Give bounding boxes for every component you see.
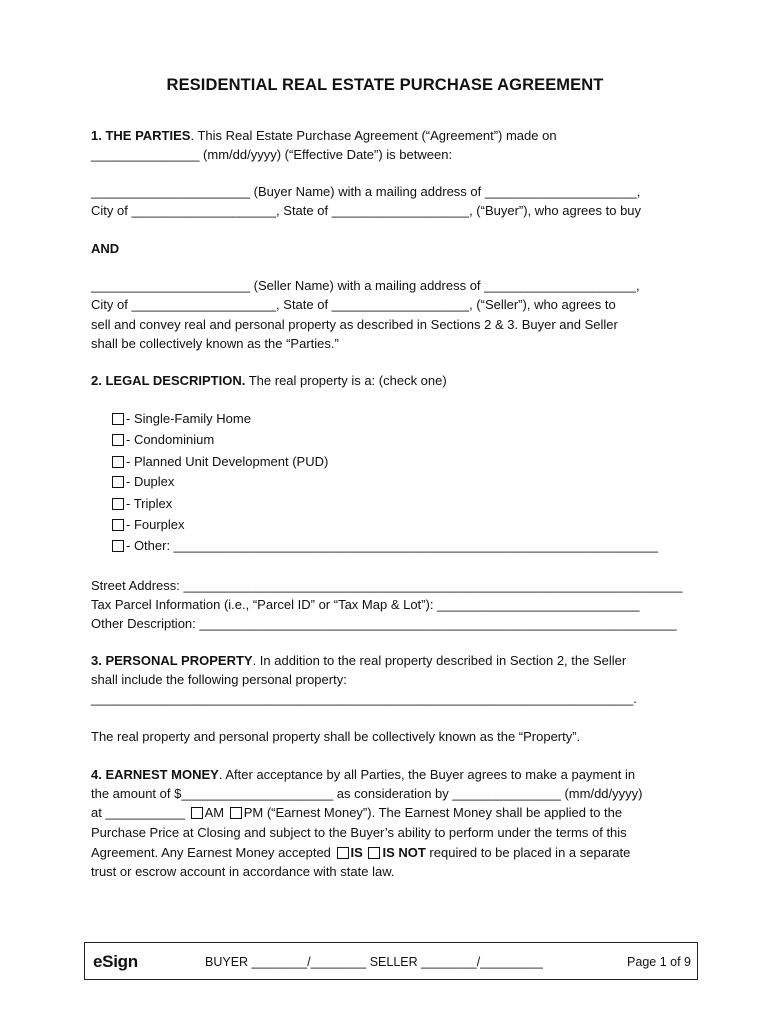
section-2-text: The real property is a: (check one) xyxy=(245,373,447,388)
street-address-field[interactable]: Street Address: _____________________________________________________________________ xyxy=(91,578,683,593)
seller-line-4: shall be collectively known as the “Parties.” xyxy=(91,336,339,351)
option-label: - Duplex xyxy=(126,474,175,489)
option-condominium[interactable] xyxy=(112,432,214,448)
section-4-line-3 xyxy=(91,805,622,821)
page-number: Page 1 of 9 xyxy=(627,955,691,969)
section-1-line-2: _______________ (mm/dd/yyyy) (“Effective Date”) is between: xyxy=(91,147,453,162)
is-label: IS xyxy=(350,845,363,860)
section-4-line-2: the amount of $_____________________ as consideration by _______________ (mm/dd/yyyy) xyxy=(91,786,643,801)
option-triplex[interactable] xyxy=(112,496,172,512)
section-2-heading: 2. LEGAL DESCRIPTION. xyxy=(91,373,246,388)
checkbox[interactable] xyxy=(112,498,124,510)
option-duplex[interactable] xyxy=(112,474,174,490)
buyer-line-1: ______________________ (Buyer Name) with a mailing address of _____________________, xyxy=(91,184,641,199)
pm-label: PM (“Earnest Money”). The Earnest Money shall be applied to the xyxy=(243,805,623,820)
section-4-line-5-tail: required to be placed in a separate xyxy=(425,845,631,860)
seller-line-1: ______________________ (Seller Name) with a mailing address of _____________________, xyxy=(91,278,640,293)
section-1-text: . This Real Estate Purchase Agreement (“Agreement”) made on xyxy=(190,128,557,143)
checkbox[interactable] xyxy=(112,476,124,488)
section-3-line-2: shall include the following personal property: xyxy=(91,672,347,687)
am-label: AM xyxy=(204,805,225,820)
section-1-line-1 xyxy=(91,128,557,144)
option-other[interactable] xyxy=(112,538,658,554)
checkbox[interactable] xyxy=(112,434,124,446)
checkbox[interactable] xyxy=(112,456,124,468)
section-4-line-5 xyxy=(91,845,630,861)
time-field[interactable]: at ___________ xyxy=(91,805,185,820)
checkbox[interactable] xyxy=(112,413,124,425)
section-1-heading: 1. THE PARTIES xyxy=(91,128,191,143)
section-3-line-1 xyxy=(91,653,626,669)
is-checkbox[interactable] xyxy=(337,847,349,859)
document-title: RESIDENTIAL REAL ESTATE PURCHASE AGREEMENT xyxy=(166,76,604,94)
is-not-checkbox[interactable] xyxy=(368,847,380,859)
section-4-text: . After acceptance by all Parties, the Buyer agrees to make a payment in xyxy=(218,767,636,782)
is-not-label: IS NOT xyxy=(382,845,426,860)
checkbox[interactable] xyxy=(112,519,124,531)
seller-line-2: City of ____________________, State of ___________________, (“Seller”), who agrees to xyxy=(91,297,616,312)
am-checkbox[interactable] xyxy=(191,807,203,819)
section-3-text: . In addition to the real property described in Section 2, the Seller xyxy=(252,653,627,668)
section-3-heading: 3. PERSONAL PROPERTY xyxy=(91,653,253,668)
option-fourplex[interactable] xyxy=(112,517,185,533)
initials-field[interactable]: BUYER ________/________ SELLER ________/_________ xyxy=(205,955,543,969)
option-label: - Planned Unit Development (PUD) xyxy=(126,454,329,469)
section-4-line-6: trust or escrow account in accordance with state law. xyxy=(91,864,395,879)
section-4-line-5-text: Agreement. Any Earnest Money accepted xyxy=(91,845,331,860)
personal-property-field[interactable]: ___________________________________________________________________________. xyxy=(91,691,637,706)
esign-logo: eSign xyxy=(93,952,138,971)
pm-checkbox[interactable] xyxy=(230,807,242,819)
option-label: - Single-Family Home xyxy=(126,411,251,426)
option-label: - Other: ___________________________________________________________________ xyxy=(126,538,659,553)
other-description-field[interactable]: Other Description: __________________________________________________________________ xyxy=(91,616,677,631)
page-footer xyxy=(84,942,698,980)
buyer-line-2: City of ____________________, State of ___________________, (“Buyer”), who agrees to buy xyxy=(91,203,642,218)
section-3-line-4: The real property and personal property shall be collectively known as the “Property”. xyxy=(91,729,581,744)
option-pud[interactable] xyxy=(112,454,328,470)
checkbox[interactable] xyxy=(112,540,124,552)
option-label: - Triplex xyxy=(126,496,173,511)
section-4-line-4: Purchase Price at Closing and subject to the Buyer’s ability to perform under the terms of this xyxy=(91,825,627,840)
and-label: AND xyxy=(91,241,120,256)
option-label: - Fourplex xyxy=(126,517,185,532)
section-4-line-1 xyxy=(91,767,635,783)
option-label: - Condominium xyxy=(126,432,215,447)
seller-line-3: sell and convey real and personal property as described in Sections 2 & 3. Buyer and Seller xyxy=(91,317,618,332)
tax-parcel-field[interactable]: Tax Parcel Information (i.e., “Parcel ID” or “Tax Map & Lot”): ____________________________ xyxy=(91,597,640,612)
section-2-line xyxy=(91,373,447,389)
section-4-heading: 4. EARNEST MONEY xyxy=(91,767,219,782)
option-single-family[interactable] xyxy=(112,411,251,427)
